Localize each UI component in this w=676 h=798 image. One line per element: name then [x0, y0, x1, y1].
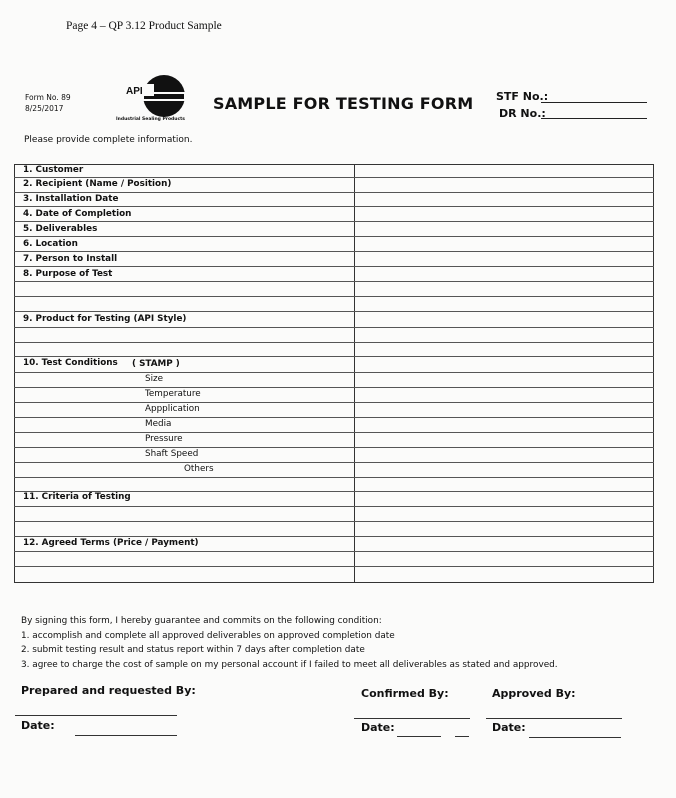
table-rule [14, 417, 654, 418]
confirmed-by-label: Confirmed By: [361, 687, 449, 700]
completion-date-label: 4. Date of Completion [23, 209, 132, 219]
dr-label: DR No.: [499, 107, 546, 120]
recipient-input[interactable] [356, 179, 652, 191]
page-reference: Page 4 – QP 3.12 Product Sample [66, 20, 222, 32]
table-rule [14, 566, 654, 567]
product-label: 9. Product for Testing (API Style) [23, 314, 187, 324]
table-rule [14, 236, 654, 237]
approved-date-line[interactable] [529, 737, 621, 738]
criteria-label: 11. Criteria of Testing [23, 492, 131, 502]
prepared-by-label: Prepared and requested By: [21, 684, 196, 697]
table-rule [14, 296, 654, 297]
consent-item: 1. accomplish and complete all approved deliverables on approved completion date [21, 630, 395, 641]
table-rule [14, 177, 654, 178]
consent-item: 2. submit testing result and status report within 7 days after completion date [21, 645, 365, 656]
confirmed-signature-line[interactable] [354, 718, 470, 719]
approved-date-label: Date: [492, 721, 526, 734]
person-to-install-input[interactable] [356, 254, 652, 266]
dr-number-field[interactable] [541, 118, 647, 119]
stf-label: STF No.: [496, 90, 549, 103]
table-rule [14, 342, 654, 343]
location-input[interactable] [356, 239, 652, 251]
size-label: Size [145, 374, 164, 384]
criteria-input[interactable] [356, 492, 652, 504]
prepared-signature-line[interactable] [15, 715, 177, 716]
customer-input[interactable] [356, 165, 652, 177]
terms-input[interactable] [356, 538, 652, 550]
table-rule [14, 251, 654, 252]
completion-date-input[interactable] [356, 209, 652, 221]
consent-intro: By signing this form, I hereby guarantee and commits on the following condition: [21, 616, 382, 626]
application-label: Appplication [145, 404, 200, 414]
terms-label: 12. Agreed Terms (Price / Payment) [23, 538, 199, 548]
consent-item: 3. agree to charge the cost of sample on my personal account if I failed to meet all deliverables as stated and approved. [21, 659, 558, 670]
temperature-input[interactable] [356, 389, 652, 401]
table-rule [14, 432, 654, 433]
location-label: 6. Location [23, 239, 78, 249]
table-rule [14, 356, 654, 357]
temperature-label: Temperature [145, 389, 201, 399]
form-meta [25, 92, 71, 114]
table-rule [14, 402, 654, 403]
table-rule [14, 206, 654, 207]
prepared-date-label: Date: [21, 719, 55, 732]
table-rule [14, 311, 654, 312]
installation-date-label: 3. Installation Date [23, 194, 119, 204]
table-rule [14, 266, 654, 267]
media-label: Media [145, 419, 172, 429]
form-date: 8/25/2017 [25, 104, 64, 113]
logo-text: API [126, 86, 143, 97]
application-input[interactable] [356, 404, 652, 416]
stamp-label: ( STAMP ) [132, 359, 180, 369]
pressure-label: Pressure [145, 434, 183, 444]
installation-date-input[interactable] [356, 194, 652, 206]
product-input[interactable] [356, 314, 652, 326]
prepared-date-line[interactable] [75, 735, 177, 736]
consent-section [21, 614, 558, 672]
table-rule [14, 551, 654, 552]
customer-label: 1. Customer [23, 165, 84, 175]
table-rule [14, 462, 654, 463]
stf-number-field[interactable] [541, 102, 647, 103]
others-input[interactable] [356, 464, 652, 476]
confirmed-date-line[interactable] [397, 736, 441, 737]
purpose-label: 8. Purpose of Test [23, 269, 113, 279]
table-rule [14, 447, 654, 448]
table-rule [14, 221, 654, 222]
size-input[interactable] [356, 374, 652, 386]
table-rule [14, 477, 654, 478]
table-rule [14, 327, 654, 328]
approved-signature-line[interactable] [486, 718, 622, 719]
form-number: Form No. 89 [25, 93, 71, 102]
purpose-input[interactable] [356, 269, 652, 281]
deliverables-input[interactable] [356, 224, 652, 236]
table-rule [14, 506, 654, 507]
recipient-label: 2. Recipient (Name / Position) [23, 179, 172, 189]
person-to-install-label: 7. Person to Install [23, 254, 118, 264]
confirmed-date-label: Date: [361, 721, 395, 734]
table-rule [14, 521, 654, 522]
form-title: SAMPLE FOR TESTING FORM [213, 94, 474, 113]
table-rule [14, 281, 654, 282]
deliverables-label: 5. Deliverables [23, 224, 98, 234]
shaft-speed-input[interactable] [356, 449, 652, 461]
media-input[interactable] [356, 419, 652, 431]
table-rule [14, 192, 654, 193]
approved-by-label: Approved By: [492, 687, 576, 700]
pressure-input[interactable] [356, 434, 652, 446]
table-rule [14, 372, 654, 373]
shaft-speed-label: Shaft Speed [145, 449, 199, 459]
table-rule [14, 387, 654, 388]
table-rule [14, 536, 654, 537]
logo-caption: Industrial Sealing Products [116, 117, 185, 122]
instructions: Please provide complete information. [24, 135, 193, 145]
test-conditions-label: 10. Test Conditions [23, 358, 118, 368]
others-label: Others [184, 464, 214, 474]
confirmed-date-line[interactable] [455, 736, 469, 737]
